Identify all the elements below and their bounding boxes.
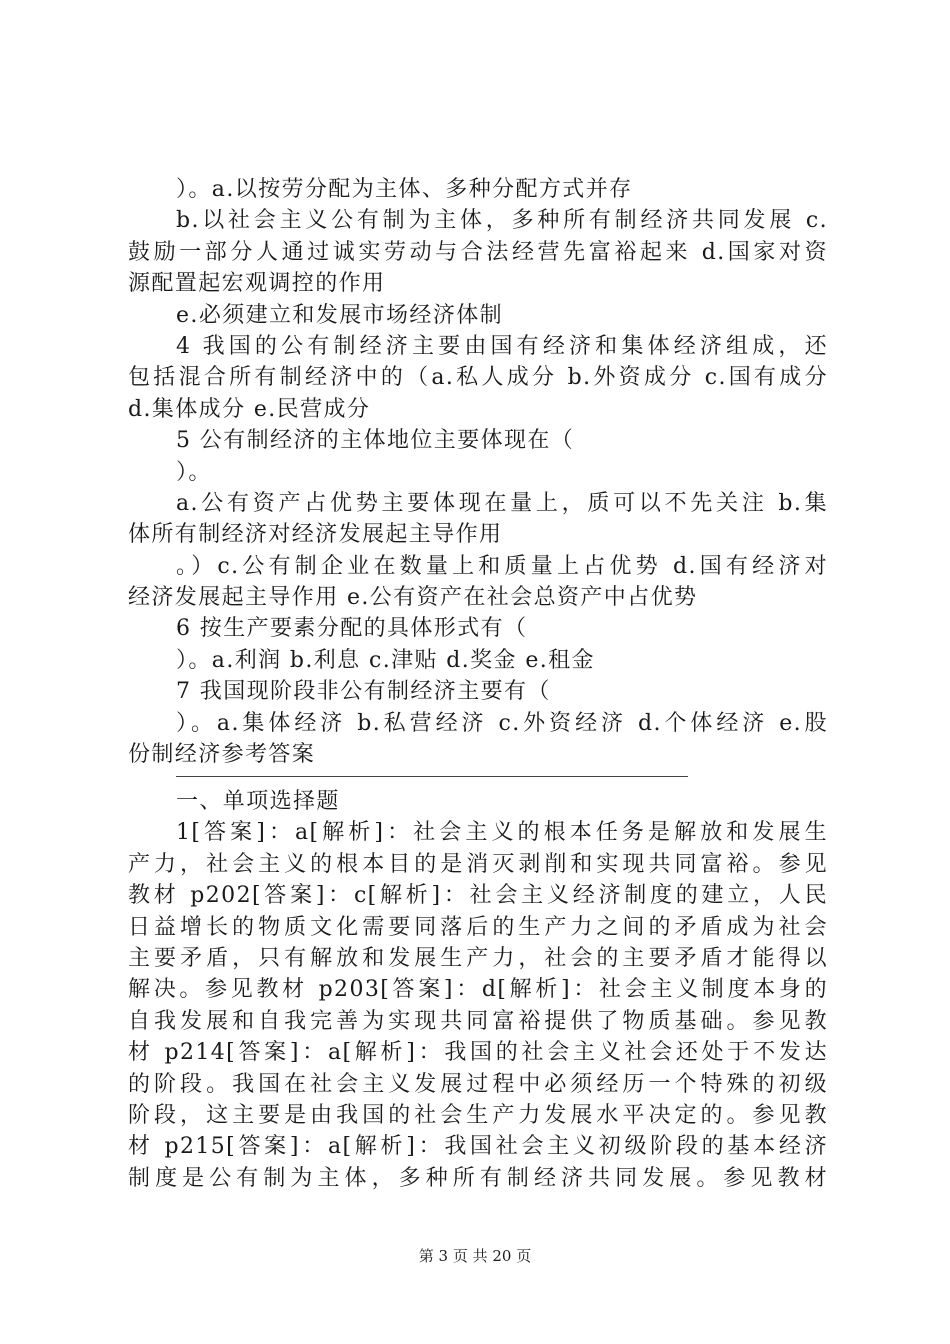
text-line: 一、单项选择题 (176, 789, 340, 814)
text-line: b.以社会主义公有制为主体，多种所有制经济共同发展 c. (176, 208, 828, 234)
text-line: d.集体成分 e.民营成分 (128, 396, 371, 422)
text-line: 。）c.公有制企业在数量上和质量上占优势 d.国有经济对 (176, 553, 828, 579)
text-line: 解决。参见教材 p203[答案]：d[解析]：社会主义制度本身的 (128, 977, 828, 1003)
text-line: 阶段，这主要是由我国的社会生产力发展水平决定的。参见教 (128, 1102, 828, 1128)
text-line: 体所有制经济对经济发展起主导作用 (128, 522, 503, 548)
text-line: 的阶段。我国在社会主义发展过程中必须经历一个特殊的初级 (128, 1071, 828, 1097)
text-line: 主要矛盾，只有解放和发展生产力，社会的主要矛盾才能得以 (128, 945, 828, 971)
text-line: 教材 p202[答案]：c[解析]：社会主义经济制度的建立，人民 (128, 883, 828, 909)
page-footer: 第 3 页 共 20 页 (418, 1247, 532, 1265)
text-line: 1[答案]：a[解析]：社会主义的根本任务是解放和发展生 (176, 820, 828, 846)
answer-text-block (128, 786, 828, 1194)
text-line: ）。a.利润 b.利息 c.津贴 d.奖金 e.租金 (176, 647, 595, 673)
text-line: 4 我国的公有制经济主要由国有经济和集体经济组成，还 (176, 333, 828, 359)
question-text-block (128, 174, 828, 770)
text-line: 材 p215[答案]：a[解析]：我国社会主义初级阶段的基本经济 (128, 1134, 828, 1160)
text-line: 经济发展起主导作用 e.公有资产在社会总资产中占优势 (128, 585, 698, 611)
text-line: 鼓励一部分人通过诚实劳动与合法经营先富裕起来 d.国家对资 (128, 239, 828, 265)
text-line: a.公有资产占优势主要体现在量上，质可以不先关注 b.集 (176, 490, 828, 516)
text-line: 自我发展和自我完善为实现共同富裕提供了物质基础。参见教 (128, 1008, 828, 1034)
text-line: ）。a.集体经济 b.私营经济 c.外资经济 d.个体经济 e.股 (176, 710, 828, 736)
text-line: 6 按生产要素分配的具体形式有（ (176, 616, 528, 642)
text-line: 日益增长的物质文化需要同落后的生产力之间的矛盾成为社会 (128, 914, 828, 940)
text-line: ）。 (176, 459, 212, 485)
section-divider (176, 776, 688, 777)
text-line: 材 p214[答案]：a[解析]：我国的社会主义社会还处于不发达 (128, 1040, 828, 1066)
text-line: 包括混合所有制经济中的（a.私人成分 b.外资成分 c.国有成分 (128, 365, 828, 391)
text-line: ）。a.以按劳分配为主体、多种分配方式并存 (176, 177, 633, 202)
text-line: e.必须建立和发展市场经济体制 (176, 302, 504, 328)
text-line: 源配置起宏观调控的作用 (128, 271, 386, 297)
text-line: 7 我国现阶段非公有制经济主要有（ (176, 679, 551, 705)
text-line: 5 公有制经济的主体地位主要体现在（ (176, 428, 575, 454)
text-line: 产力，社会主义的根本目的是消灭剥削和实现共同富裕。参见 (128, 851, 828, 877)
text-line: 制度是公有制为主体，多种所有制经济共同发展。参见教材 (128, 1165, 828, 1191)
text-line: 份制经济参考答案 (128, 742, 316, 768)
